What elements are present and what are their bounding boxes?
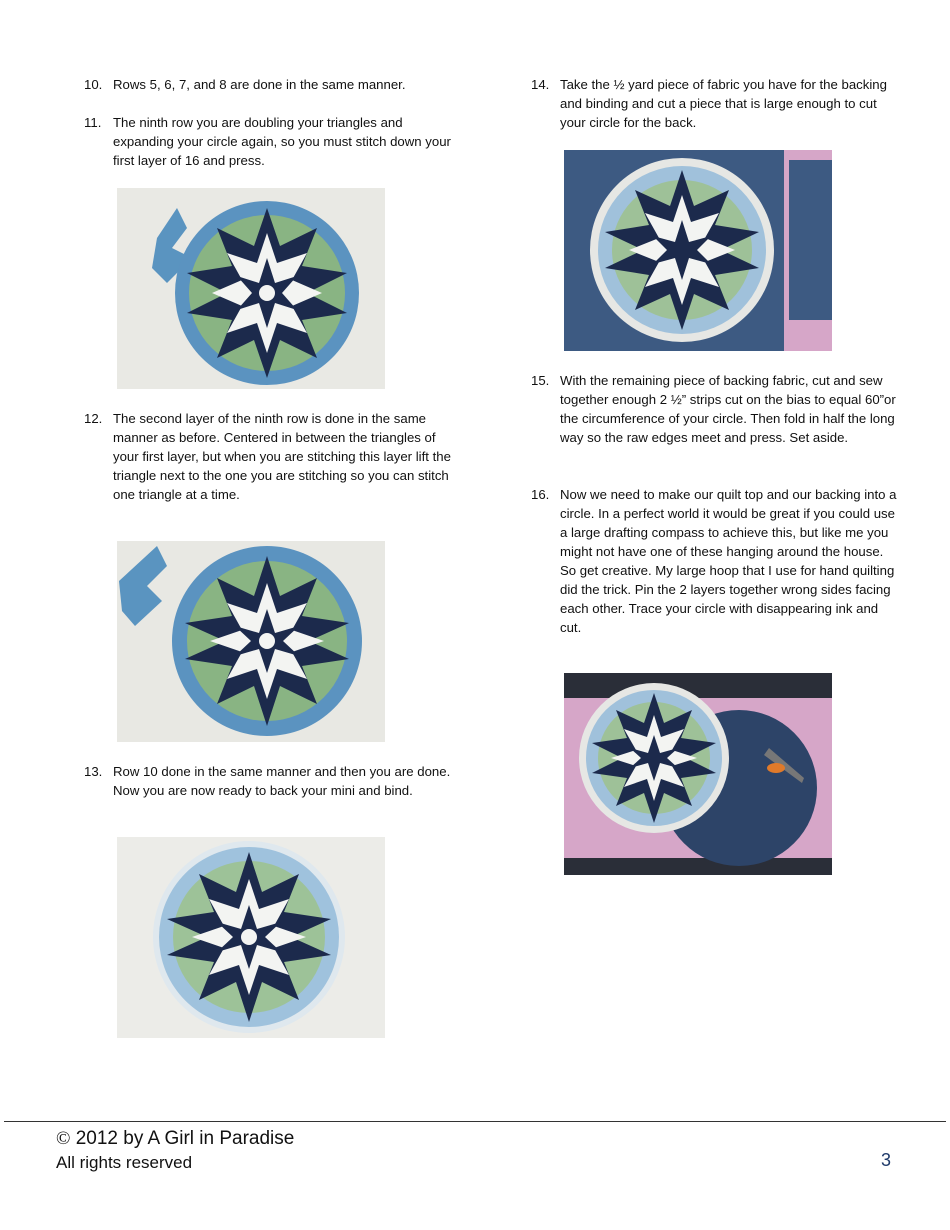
step-number: 10. xyxy=(84,77,103,92)
photo-row-ten-complete xyxy=(117,837,385,1038)
step-text: Rows 5, 6, 7, and 8 are done in the same manner. xyxy=(113,77,406,92)
photo-cutting-circle xyxy=(564,673,832,875)
photo-backing-fabric xyxy=(564,150,832,351)
footer-divider xyxy=(4,1121,946,1122)
copyright-symbol: © xyxy=(56,1128,71,1149)
step-16 xyxy=(531,485,901,657)
step-11 xyxy=(84,113,454,173)
copyright-text: 2012 by A Girl in Paradise xyxy=(70,1128,295,1149)
step-number: 12. xyxy=(84,411,103,426)
step-text: Now we need to make our quilt top and our backing into a circle. In a perfect world it would be great if you could use a large drafting compass to achieve this, but like me you might not have one of these hanging around the house. So get creative. My large hoop that I use for hand quilting did the trick. Pin the 2 layers together wrong sides facing each other. Trace your circle with disappearing ink and cut. xyxy=(560,487,897,635)
step-13 xyxy=(84,762,454,822)
step-text: Take the ½ yard piece of fabric you have for the backing and binding and cut a piece that is large enough to cut your circle for the back. xyxy=(560,77,887,130)
step-10 xyxy=(84,75,454,95)
photo-row-nine-second-layer xyxy=(117,541,385,742)
photo-row-nine-first-layer xyxy=(117,188,385,389)
step-text: Row 10 done in the same manner and then you are done. Now you are now ready to back your mini and bind. xyxy=(113,764,451,798)
step-number: 13. xyxy=(84,764,103,779)
step-number: 16. xyxy=(531,487,550,502)
page-number: 3 xyxy=(881,1150,892,1170)
copyright-line xyxy=(56,1128,294,1150)
step-number: 15. xyxy=(531,373,550,388)
step-text: The ninth row you are doubling your triangles and expanding your circle again, so you must stitch down your first layer of 16 and press. xyxy=(113,115,451,168)
step-number: 14. xyxy=(531,77,550,92)
step-number: 11. xyxy=(84,115,102,130)
rights-reserved: All rights reserved xyxy=(56,1153,193,1172)
step-text: With the remaining piece of backing fabric, cut and sew together enough 2 ½” strips cut on the bias to equal 60”or the circumference of your circle. Then fold in half the long way so the raw edges meet and press. Set aside. xyxy=(560,373,896,445)
step-12 xyxy=(84,409,454,525)
step-14 xyxy=(531,75,901,135)
step-text: The second layer of the ninth row is done in the same manner as before. Centered in between the triangles of your first layer, but when you are stitching this layer lift the triangle next to the one you are stitching so you can stitch one triangle at a time. xyxy=(113,411,451,502)
step-15 xyxy=(531,371,901,467)
